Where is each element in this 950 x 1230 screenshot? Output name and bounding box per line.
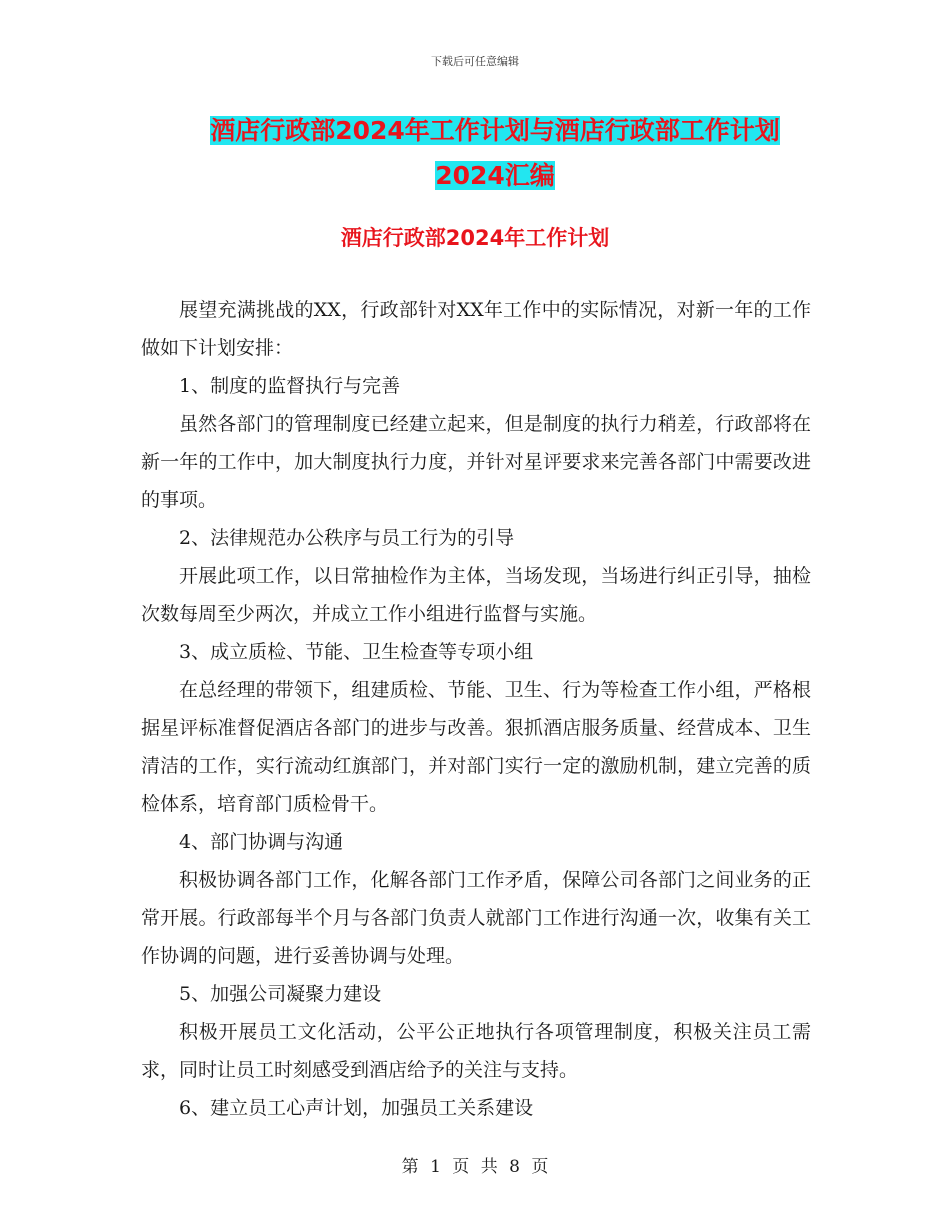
paragraph: 积极开展员工文化活动，公平公正地执行各项管理制度，积极关注员工需求，同时让员工时刻感受到酒店给予的关注与支持。	[141, 1021, 811, 1081]
paragraph: 开展此项工作，以日常抽检作为主体，当场发现，当场进行纠正引导，抽检次数每周至少两次，并成立工作小组进行监督与实施。	[141, 565, 811, 625]
list-heading: 4、部门协调与沟通	[179, 831, 344, 853]
list-heading: 2、法律规范办公秩序与员工行为的引导	[179, 527, 515, 549]
document-title	[120, 108, 870, 198]
section-title: 酒店行政部2024年工作计划	[340, 226, 610, 250]
document-title-line-1: 酒店行政部2024年工作计划与酒店行政部工作计划	[210, 116, 780, 145]
paragraph: 在总经理的带领下，组建质检、节能、卫生、行为等检查工作小组，严格根据星评标准督促酒店各部门的进步与改善。狠抓酒店服务质量、经营成本、卫生清洁的工作，实行流动红旗部门，并对部门实行一定的激励机制，建立完善的质检体系，培育部门质检骨干。	[141, 679, 811, 815]
document-body	[141, 291, 811, 1127]
list-heading: 6、建立员工心声计划，加强员工关系建设	[179, 1097, 534, 1119]
paragraph: 积极协调各部门工作，化解各部门工作矛盾，保障公司各部门之间业务的正常开展。行政部每半个月与各部门负责人就部门工作进行沟通一次，收集有关工作协调的问题，进行妥善协调与处理。	[141, 869, 811, 967]
list-heading: 5、加强公司凝聚力建设	[179, 983, 382, 1005]
list-heading: 1、制度的监督执行与完善	[179, 375, 401, 397]
header-note: 下载后可任意编辑	[431, 55, 519, 68]
paragraph: 展望充满挑战的XX，行政部针对XX年工作中的实际情况，对新一年的工作做如下计划安排：	[141, 299, 811, 359]
page-number-footer: 第 1 页 共 8 页	[401, 1157, 549, 1177]
paragraph: 虽然各部门的管理制度已经建立起来，但是制度的执行力稍差，行政部将在新一年的工作中，加大制度执行力度，并针对星评要求来完善各部门中需要改进的事项。	[141, 413, 811, 511]
document-title-line-2: 2024汇编	[435, 161, 555, 190]
list-heading: 3、成立质检、节能、卫生检查等专项小组	[179, 641, 534, 663]
